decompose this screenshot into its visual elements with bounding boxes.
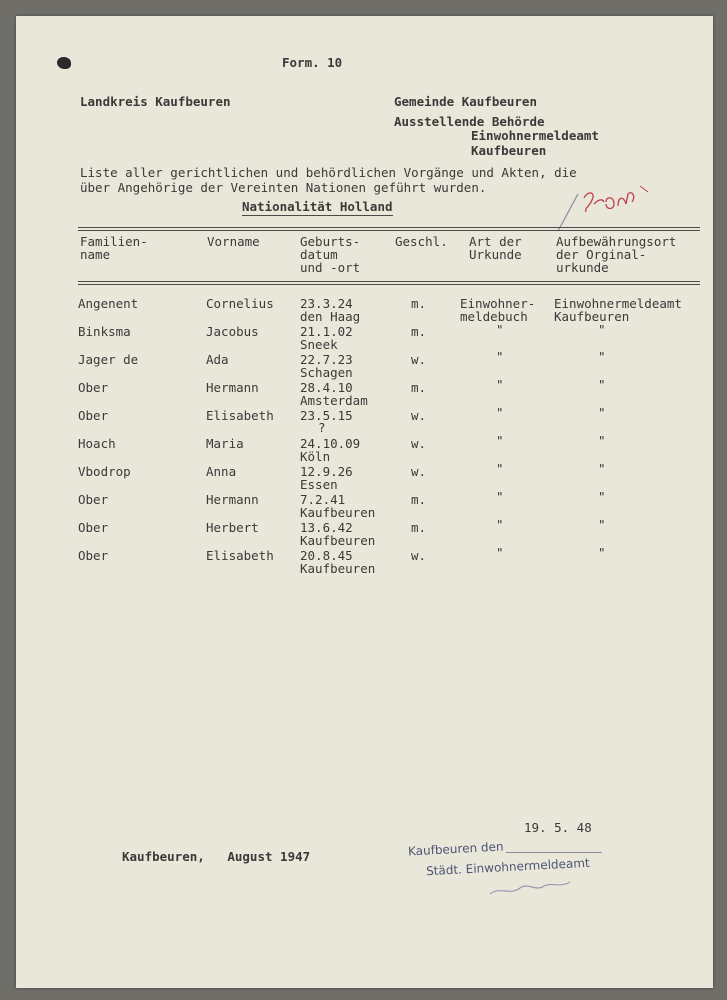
stamp-date-rule (506, 852, 602, 853)
cell-birthplace: Köln (300, 449, 331, 464)
cell-sex: w. (411, 352, 427, 367)
cell-birthdate: 20.8.45 (300, 548, 353, 563)
punch-hole-mark (57, 57, 71, 69)
column-header-firstname: Vorname (207, 234, 260, 249)
cell-firstname: Elisabeth (206, 548, 274, 563)
cell-sex: m. (411, 520, 427, 535)
cell-birthdate: 12.9.26 (300, 464, 353, 479)
cell-firstname: Jacobus (206, 324, 259, 339)
column-header-birth: Geburts- datum und -ort (300, 234, 361, 275)
cell-sex: m. (411, 324, 427, 339)
column-header-surname: Familien- name (80, 234, 148, 262)
header-office: Einwohnermeldeamt (471, 128, 599, 143)
header-district: Landkreis Kaufbeuren (80, 94, 231, 109)
cell-firstname: Cornelius (206, 296, 274, 311)
cell-storage-location: " (598, 405, 606, 420)
cell-birthplace: Kaufbeuren (300, 505, 376, 520)
cell-birthdate: 13.6.42 (300, 520, 353, 535)
cell-sex: m. (411, 380, 427, 395)
cell-birthplace: Kaufbeuren (300, 533, 376, 548)
cell-firstname: Hermann (206, 492, 259, 507)
cell-document-type: " (496, 461, 504, 476)
nationality-heading: Nationalität Holland (242, 199, 393, 214)
cell-surname: Ober (78, 492, 109, 507)
cell-surname: Angenent (78, 296, 139, 311)
cell-birthdate: 21.1.02 (300, 324, 353, 339)
cell-birthdate: 24.10.09 (300, 436, 361, 451)
cell-birthplace: Sneek (300, 337, 338, 352)
cell-document-type: Einwohner- meldebuch (460, 296, 536, 324)
cell-birthdate: 22.7.23 (300, 352, 353, 367)
document-sheet (16, 16, 713, 988)
cell-birthplace: Amsterdam (300, 393, 368, 408)
intro-line-2: über Angehörige der Vereinten Nationen geführt wurden. (80, 180, 487, 195)
cell-storage-location: " (598, 349, 606, 364)
place-and-date: Kaufbeuren, August 1947 (122, 849, 311, 864)
cell-document-type: " (496, 349, 504, 364)
table-rule-header-bottom-double (78, 284, 700, 285)
cell-birthdate: 23.5.15 (300, 408, 353, 423)
table-rule-top (78, 227, 700, 228)
cell-storage-location: " (598, 489, 606, 504)
cell-storage-location: " (598, 517, 606, 532)
cell-storage-location: " (598, 545, 606, 560)
cell-sex: w. (411, 408, 427, 423)
cell-surname: Ober (78, 548, 109, 563)
cell-firstname: Anna (206, 464, 237, 479)
cell-document-type: " (496, 433, 504, 448)
cell-firstname: Herbert (206, 520, 259, 535)
cell-document-type: " (496, 322, 504, 337)
cell-document-type: " (496, 489, 504, 504)
cell-birthplace: Essen (300, 477, 338, 492)
cell-storage-location: " (598, 433, 606, 448)
cell-surname: Ober (78, 520, 109, 535)
cell-storage-location: " (598, 461, 606, 476)
cell-birthplace: Schagen (300, 365, 353, 380)
cell-surname: Jager de (78, 352, 139, 367)
cell-sex: w. (411, 464, 427, 479)
cell-surname: Ober (78, 408, 109, 423)
cell-document-type: " (496, 545, 504, 560)
office-stamp-line-2: Städt. Einwohnermeldeamt (425, 855, 591, 879)
cell-storage-location: " (598, 377, 606, 392)
office-stamp-line-1: Kaufbeuren den (407, 839, 504, 859)
cell-birthplace: ? (318, 420, 326, 435)
cell-storage-location: " (598, 322, 606, 337)
cell-sex: w. (411, 548, 427, 563)
cell-document-type: " (496, 517, 504, 532)
cell-surname: Binksma (78, 324, 131, 339)
cell-document-type: " (496, 377, 504, 392)
cell-firstname: Elisabeth (206, 408, 274, 423)
header-issuing-authority: Ausstellende Behörde (394, 114, 545, 129)
header-municipality: Gemeinde Kaufbeuren (394, 94, 537, 109)
cell-surname: Ober (78, 380, 109, 395)
intro-line-1: Liste aller gerichtlichen und behördlichen Vorgänge und Akten, die (80, 165, 577, 180)
cell-firstname: Hermann (206, 380, 259, 395)
table-rule-top-double (78, 230, 700, 231)
cell-surname: Hoach (78, 436, 116, 451)
table-rule-header-bottom (78, 281, 700, 282)
cell-storage-location: Einwohnermeldeamt Kaufbeuren (554, 296, 682, 324)
cell-sex: w. (411, 436, 427, 451)
column-header-storage-location: Aufbewährungsort der Orginal- urkunde (556, 234, 677, 275)
cell-birthdate: 28.4.10 (300, 380, 353, 395)
cell-sex: m. (411, 296, 427, 311)
cell-surname: Vbodrop (78, 464, 131, 479)
column-header-document-type: Art der Urkunde (469, 234, 522, 262)
cell-firstname: Ada (206, 352, 229, 367)
cell-document-type: " (496, 405, 504, 420)
signature-scribble (486, 874, 576, 900)
cell-sex: m. (411, 492, 427, 507)
cell-birthplace: den Haag (300, 309, 361, 324)
cell-birthdate: 23.3.24 (300, 296, 353, 311)
header-office-city: Kaufbeuren (471, 143, 547, 158)
column-header-sex: Geschl. (395, 234, 448, 249)
cell-firstname: Maria (206, 436, 244, 451)
form-label: Form. 10 (282, 55, 343, 70)
cell-birthdate: 7.2.41 (300, 492, 346, 507)
cell-birthplace: Kaufbeuren (300, 561, 376, 576)
stamp-date: 19. 5. 48 (524, 820, 592, 835)
